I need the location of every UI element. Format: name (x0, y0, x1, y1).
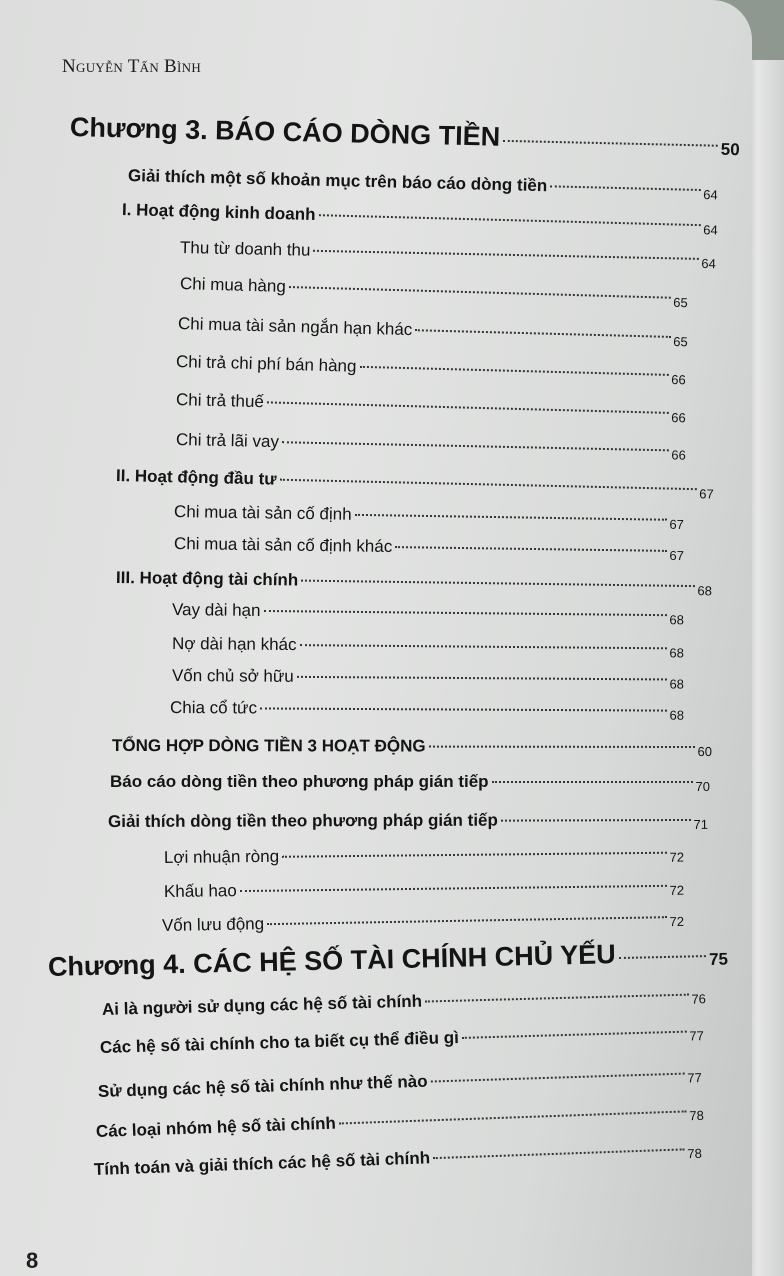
toc-entry-page: 66 (671, 447, 686, 463)
toc-entry-label: TỔNG HỢP DÒNG TIỀN 3 HOẠT ĐỘNG (111, 736, 426, 756)
dot-leader (267, 401, 669, 414)
toc-entry-chapter-3[interactable] (70, 112, 741, 158)
toc-entry-section[interactable] (115, 568, 712, 599)
dot-leader (267, 916, 666, 925)
toc-entry-page: 78 (687, 1145, 703, 1162)
page-number: 8 (26, 1248, 39, 1273)
toc-entry-subsection[interactable] (176, 430, 686, 461)
toc-entry-page: 65 (673, 294, 688, 311)
toc-entry-page: 76 (691, 991, 707, 1007)
dot-leader (282, 852, 666, 858)
dot-leader (240, 885, 667, 892)
toc-entry-subsection[interactable] (164, 843, 684, 868)
toc-entry-page: 68 (669, 612, 685, 628)
toc-entry-section[interactable] (111, 736, 713, 760)
dot-leader (319, 214, 701, 226)
toc-entry-section[interactable] (102, 984, 706, 1020)
toc-entry-page: 72 (669, 849, 685, 865)
toc-entry-page: 65 (673, 333, 688, 350)
toc-entry-label: Chi trả thuế (175, 390, 265, 412)
dot-leader (550, 185, 700, 191)
dot-leader (289, 286, 671, 299)
toc-entry-label: Chi mua tài sản cố định khác (173, 534, 393, 557)
toc-entry-section[interactable] (108, 810, 708, 832)
toc-entry-subsection[interactable] (175, 352, 686, 388)
toc-entry-label: Giải thích một số khoản mục trên báo cáo dòng tiền (127, 166, 548, 196)
toc-entry-section[interactable] (98, 1063, 702, 1102)
dot-leader (355, 514, 667, 521)
toc-entry-page: 60 (697, 744, 713, 760)
toc-entry-subsection[interactable] (170, 698, 684, 721)
toc-entry-page: 68 (669, 707, 685, 723)
toc-entry-label: Tính toán và giải thích các hệ số tài chính (93, 1148, 431, 1179)
toc-entry-page: 67 (669, 547, 684, 564)
toc-entry-label: Ai là người sử dụng các hệ số tài chính (101, 991, 423, 1019)
dot-leader (339, 1110, 686, 1124)
dot-leader (313, 250, 698, 260)
dot-leader (433, 1148, 684, 1159)
toc-entry-subsection[interactable] (162, 907, 684, 936)
toc-entry-chapter-4[interactable] (48, 937, 729, 983)
toc-entry-subsection[interactable] (171, 634, 685, 661)
dot-leader (425, 994, 688, 1003)
toc-entry-page: 67 (669, 516, 684, 533)
toc-entry-page: 64 (701, 255, 716, 272)
toc-entry-section[interactable] (122, 200, 718, 236)
toc-entry-subsection[interactable] (171, 600, 685, 628)
toc-entry-label: Thu từ doanh thu (179, 238, 311, 260)
toc-entry-section[interactable] (96, 1101, 704, 1142)
toc-entry-subsection[interactable] (177, 314, 688, 350)
toc-entry-label: Lợi nhuận ròng (163, 846, 280, 867)
toc-entry-page: 77 (689, 1028, 705, 1044)
toc-entry-page: 68 (697, 583, 712, 599)
toc-entry-label: Vay dài hạn (171, 600, 261, 620)
dot-leader (359, 366, 668, 376)
toc-entry-section[interactable] (94, 1139, 702, 1180)
toc-entry-page: 70 (695, 779, 710, 794)
dot-leader (282, 441, 669, 451)
dot-leader (431, 1073, 685, 1083)
toc-entry-page: 64 (703, 187, 718, 203)
toc-entry-page: 78 (689, 1107, 705, 1124)
toc-entry-page: 68 (669, 645, 685, 661)
toc-entry-label: II. Hoạt động đầu tư (115, 466, 277, 489)
toc-entry-page: 66 (671, 409, 686, 426)
toc-entry-section[interactable] (110, 772, 710, 792)
toc-entry-label: Chương 3. BÁO CÁO DÒNG TIỀN (69, 112, 501, 152)
toc-entry-label: Chi mua hàng (179, 274, 287, 296)
dot-leader (501, 819, 691, 822)
dot-leader (395, 546, 666, 552)
dot-leader (264, 610, 667, 616)
toc-entry-page: 68 (669, 676, 685, 692)
dot-leader (301, 580, 694, 587)
dot-leader (280, 479, 697, 490)
toc-entry-label: Chi trả lãi vay (175, 430, 280, 452)
toc-entry-section[interactable] (116, 466, 714, 500)
toc-entry-page: 64 (703, 222, 718, 238)
toc-entry-label: Các hệ số tài chính cho ta biết cụ thể điều gì (99, 1027, 460, 1057)
dot-leader (429, 746, 695, 748)
toc-entry-label: Chi mua tài sản cố định (173, 502, 352, 524)
toc-entry-label: Chương 4. CÁC HỆ SỐ TÀI CHÍNH CHỦ YẾU (47, 939, 616, 982)
toc-entry-page: 72 (669, 882, 685, 898)
toc-entry-page: 75 (708, 949, 729, 969)
toc-entry-subsection[interactable] (173, 502, 684, 533)
toc-entry-label: Báo cáo dòng tiền theo phương pháp gián tiếp (110, 772, 489, 791)
toc-entry-page: 66 (671, 371, 686, 388)
dot-leader (462, 1031, 687, 1039)
toc-entry-label: I. Hoạt động kinh doanh (121, 200, 316, 225)
toc-entry-page: 72 (669, 913, 685, 930)
toc-entry-label: Vốn chủ sở hữu (171, 666, 294, 686)
dot-leader (297, 676, 667, 681)
running-header-author: Nguyễn Tấn Bình (62, 56, 202, 77)
toc-entry-page: 71 (693, 816, 709, 832)
toc-entry-page: 50 (720, 139, 740, 160)
toc-entry-subsection[interactable] (164, 876, 684, 902)
toc-entry-page: 67 (699, 486, 714, 502)
dot-leader (619, 955, 706, 959)
dot-leader (503, 140, 718, 147)
toc-entry-label: Nợ dài hạn khác (171, 634, 297, 655)
toc-entry-label: Sử dụng các hệ số tài chính như thế nào (97, 1071, 428, 1101)
dot-leader (300, 644, 667, 649)
dot-leader (260, 707, 667, 711)
toc-entry-label: Vốn lưu động (161, 914, 265, 935)
toc-entry-label: Khấu hao (163, 881, 237, 901)
toc-entry-label: Chi mua tài sản ngắn hạn khác (177, 314, 413, 340)
dot-leader (415, 329, 670, 338)
toc-entry-subsection[interactable] (173, 534, 684, 564)
toc-entry-label: Chi trả chi phí bán hàng (175, 352, 357, 376)
toc-entry-label: Chia cổ tức (169, 698, 258, 718)
toc-entry-label: Giải thích dòng tiền theo phương pháp gián tiếp (107, 810, 498, 831)
toc-entry-label: Các loại nhóm hệ số tài chính (95, 1113, 337, 1141)
toc-entry-subsection[interactable] (172, 666, 684, 690)
toc-entry-subsection[interactable] (175, 390, 686, 426)
toc-entry-subsection[interactable] (179, 238, 716, 272)
toc-entry-page: 77 (687, 1070, 703, 1086)
toc-entry-section[interactable] (100, 1021, 704, 1058)
dot-leader (492, 781, 693, 783)
toc-entry-section[interactable] (127, 166, 718, 203)
toc-entry-subsection[interactable] (179, 274, 688, 311)
toc-entry-label: III. Hoạt động tài chính (115, 568, 299, 590)
